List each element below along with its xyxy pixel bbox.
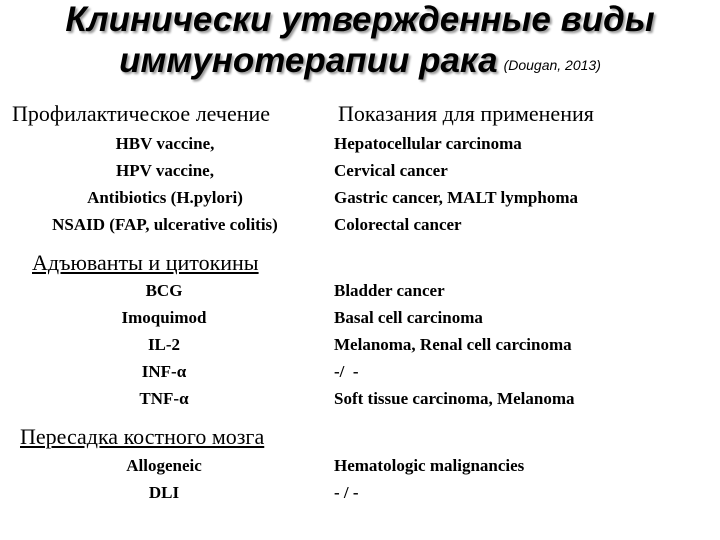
section-heading-adjuvants: Адъюванты и цитокины (32, 250, 259, 275)
slide-title-line-2 (0, 41, 720, 85)
list-item: TNF-α (139, 389, 189, 408)
header-preventive-treatment: Профилактическое лечение (12, 101, 271, 126)
list-item: HBV vaccine, (115, 134, 215, 153)
list-item: HPV vaccine, (116, 161, 214, 180)
list-item: Bladder cancer (334, 281, 445, 300)
list-item: - / - (334, 483, 359, 502)
transplant-indications-list (334, 452, 524, 506)
list-item: IL-2 (147, 335, 181, 354)
list-item: Gastric cancer, MALT lymphoma (334, 188, 578, 207)
slide-title-line-1: Клинически утвержденные виды (65, 0, 655, 39)
section-heading-bone-marrow: Пересадка костного мозга (20, 424, 265, 449)
list-item: NSAID (FAP, ulcerative colitis) (52, 215, 278, 234)
adjuvant-items-list (74, 277, 254, 412)
list-item: Antibiotics (H.pylori) (87, 188, 243, 207)
list-item: INF-α (141, 362, 187, 381)
list-item: Imoquimod (121, 308, 207, 327)
list-item: Basal cell carcinoma (334, 308, 483, 327)
list-item: DLI (148, 483, 180, 502)
transplant-items-list (74, 452, 254, 506)
list-item: -/ - (334, 362, 359, 381)
list-item: Colorectal cancer (334, 215, 462, 234)
citation: (Dougan, 2013) (503, 57, 601, 73)
list-item: Hematologic malignancies (334, 456, 525, 475)
list-item: BCG (145, 281, 183, 300)
preventive-indications-list (334, 130, 578, 238)
list-item: Cervical cancer (334, 161, 448, 180)
list-item: Soft tissue carcinoma, Melanoma (334, 389, 575, 408)
slide-title-text: иммунотерапии рака (119, 41, 498, 80)
adjuvant-indications-list (334, 277, 575, 412)
preventive-items-list (20, 130, 310, 238)
list-item: Hepatocellular carcinoma (334, 134, 522, 153)
list-item: Melanoma, Renal cell carcinoma (334, 335, 572, 354)
list-item: Allogeneic (126, 456, 202, 475)
header-indications: Показания для применения (338, 101, 594, 126)
